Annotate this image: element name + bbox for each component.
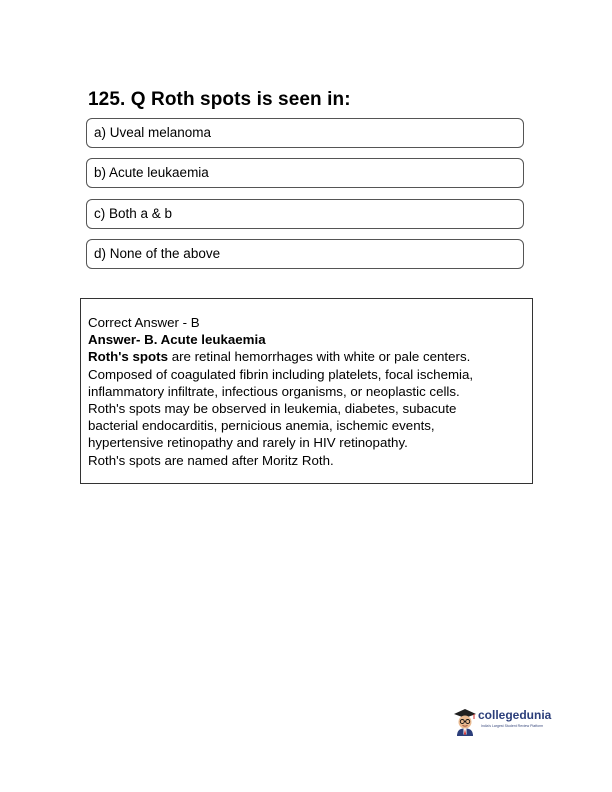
explanation-line-6: hypertensive retinopathy and rarely in HIV retinopathy.	[88, 435, 408, 451]
option-c[interactable]: c) Both a & b	[86, 199, 524, 229]
explanation-line-5: bacterial endocarditis, pernicious anemia, ischemic events,	[88, 418, 435, 434]
explanation-line-4: Roth's spots may be observed in leukemia, diabetes, subacute	[88, 401, 457, 417]
answer-explanation-box	[80, 298, 533, 484]
collegedunia-logo	[452, 706, 562, 736]
logo-tagline: India's Largest Student Review Platform	[481, 724, 544, 728]
explanation-line-1-rest: are retinal hemorrhages with white or pale centers.	[168, 349, 471, 365]
explanation-line-3: inflammatory infiltrate, infectious organisms, or neoplastic cells.	[88, 383, 460, 399]
question-title: 125. Q Roth spots is seen in:	[88, 89, 351, 110]
logo-wordmark: collegedunia	[478, 708, 552, 722]
explanation-line-2: Composed of coagulated fibrin including platelets, focal ischemia,	[88, 366, 474, 382]
option-b[interactable]: b) Acute leukaemia	[86, 158, 524, 188]
answer-heading: Answer- B. Acute leukaemia	[88, 332, 266, 348]
term-roths-spots: Roth's spots	[88, 349, 168, 365]
graduate-mascot-icon	[452, 706, 478, 736]
explanation-line-1	[88, 348, 532, 365]
explanation-line-7: Roth's spots are named after Moritz Roth.	[88, 452, 334, 468]
option-a[interactable]: a) Uveal melanoma	[86, 118, 524, 148]
correct-answer-line: Correct Answer - B	[88, 315, 200, 330]
option-d[interactable]: d) None of the above	[86, 239, 524, 269]
